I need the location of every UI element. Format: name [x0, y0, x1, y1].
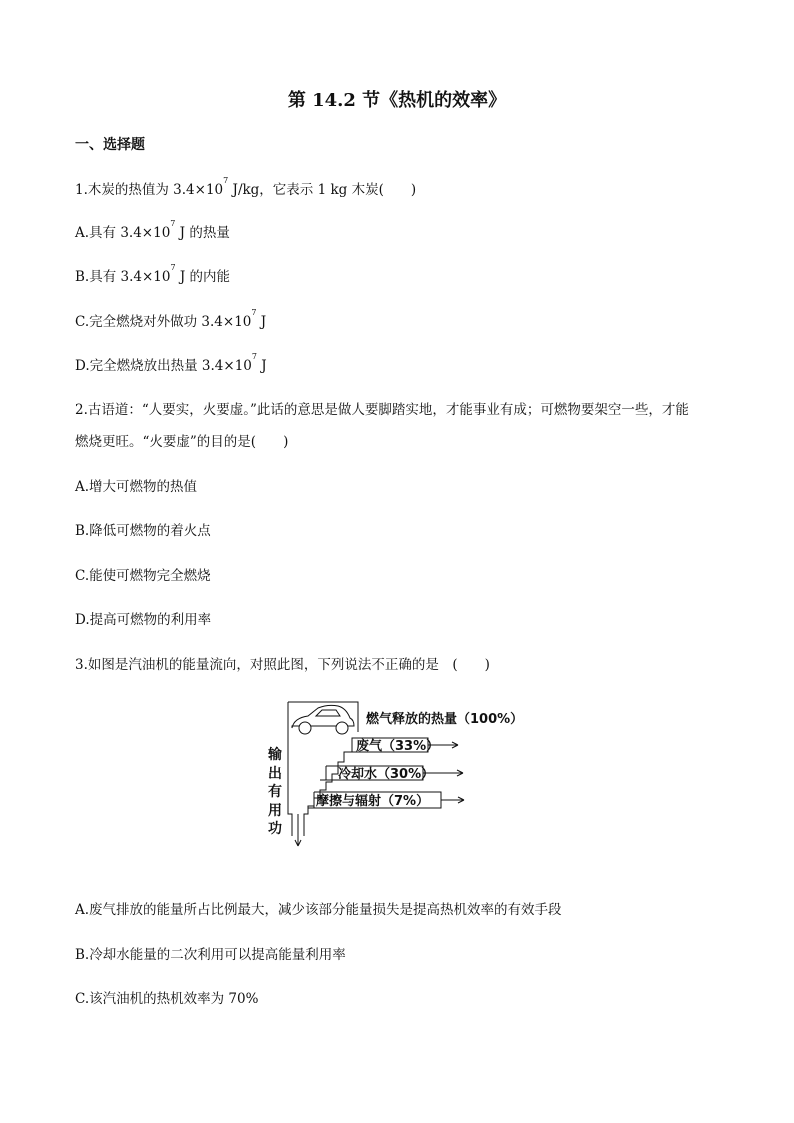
page-title: 第 14.2 节《热机的效率》: [287, 90, 507, 111]
q3-option-a: A.废气排放的能量所占比例最大，减少该部分能量损失是提高热机效率的有效手段: [75, 902, 562, 918]
heat-label: 燃气释放的热量（100%）: [366, 712, 524, 727]
q3-option-b: B.冷却水能量的二次利用可以提高能量利用率: [75, 947, 346, 963]
cooling-label: 冷却水（30%）: [338, 767, 435, 782]
q2-option-c: C.能使可燃物完全燃烧: [75, 568, 211, 584]
energy-flow-diagram: [258, 696, 548, 856]
q2-option-b: B.降低可燃物的着火点: [75, 523, 211, 539]
q2-option-d: D.提高可燃物的利用率: [75, 612, 212, 628]
q1-option-c: C.完全燃烧对外做功 $3.4\times 10^7$ J: [75, 308, 267, 330]
exhaust-label: 废气（33%）: [356, 739, 440, 754]
q1-option-a: A.具有 $3.4\times 10^7$ J 的热量: [75, 219, 230, 241]
q1-option-d: D.完全燃烧放出热量 $3.4\times 10^7$ J: [75, 352, 267, 374]
q3-stem: 3.如图是汽油机的能量流向，对照此图，下列说法不正确的是 ( ): [75, 657, 490, 673]
q2-stem-line-2: 燃烧更旺。“火要虚”的目的是( ): [75, 434, 289, 450]
q2-option-a: A.增大可燃物的热值: [75, 479, 198, 495]
section-heading: 一、选择题: [75, 137, 145, 153]
q2-stem-line-1: 2.古语道：“人要实，火要虚。”此话的意思是做人要脚踏实地，才能事业有成；可燃物要架空一些，才能: [75, 402, 689, 418]
q3-option-c: C.该汽油机的热机效率为 70%: [75, 991, 259, 1007]
friction-label: 摩擦与辐射（7%）: [316, 794, 430, 809]
q1-stem: 1.木炭的热值为 $3.4\times 10^7$ J/kg，它表示 1 kg 木炭( ): [75, 176, 417, 198]
car-icon: [292, 705, 354, 734]
q1-option-b: B.具有 $3.4\times 10^7$ J 的内能: [75, 263, 231, 285]
useful-work-label: 输出有用功: [268, 747, 282, 837]
